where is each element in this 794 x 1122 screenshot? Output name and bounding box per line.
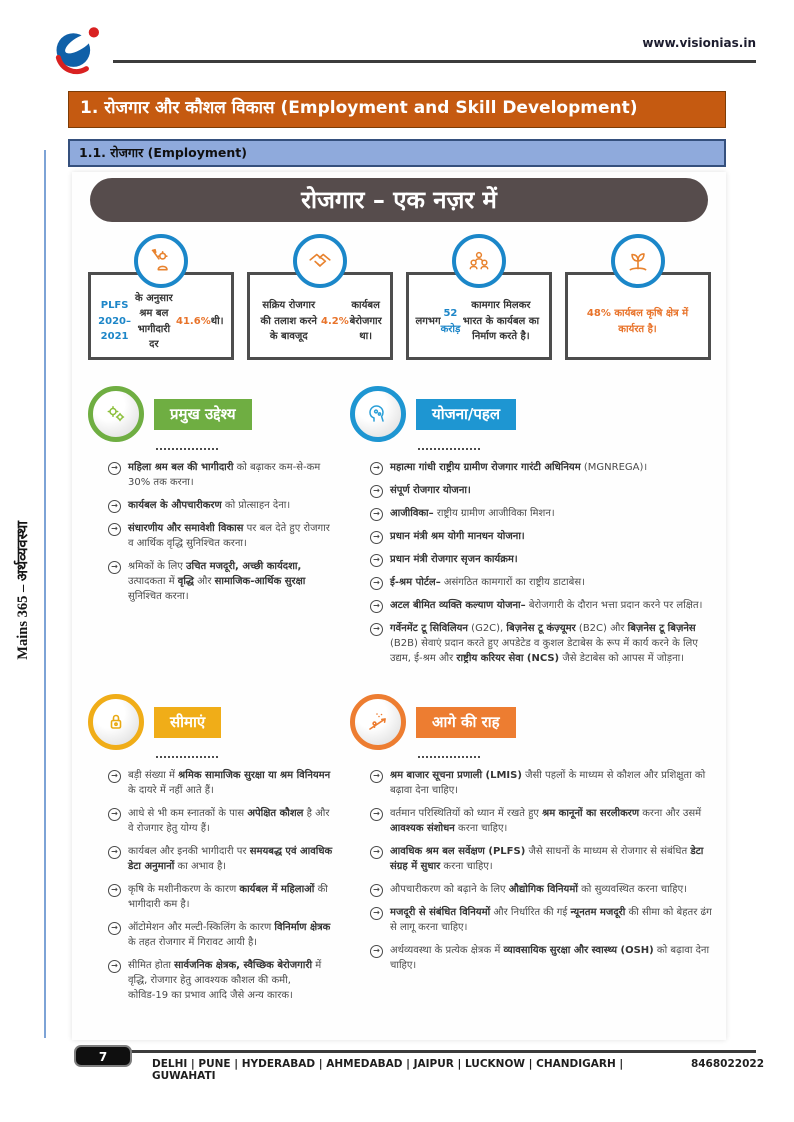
bullet-item bbox=[370, 598, 714, 613]
text-run: पर बल देते हुए रोजगार व आर्थिक वृद्धि सुनिश्चित करना। bbox=[128, 523, 330, 549]
text-run: श्रम कानूनों का सरलीकरण bbox=[542, 808, 640, 819]
text-run: श्रमिकों के लिए bbox=[128, 561, 187, 572]
bullet-item bbox=[108, 958, 334, 1003]
arrow-bullet-icon: → bbox=[370, 531, 383, 544]
arrow-bullet-icon: → bbox=[370, 623, 383, 636]
text-run: आजीविका– bbox=[390, 508, 434, 519]
text-run: राष्ट्रीय करियर सेवा (NCS) bbox=[456, 653, 560, 664]
bullet-item bbox=[370, 506, 714, 521]
text-run: जैसे डेटाबेस को आपस में जोड़ना। bbox=[559, 653, 685, 664]
text-run: समयबद्ध एवं आवधिक डेटा अनुमानों bbox=[128, 846, 333, 872]
arrow-bullet-icon: → bbox=[370, 600, 383, 613]
bullet-item bbox=[370, 768, 714, 798]
bullet-text bbox=[128, 882, 334, 912]
text-run: को सुव्यवस्थित करना चाहिए। bbox=[577, 884, 687, 895]
section-title: प्रमुख उद्देश्य bbox=[154, 399, 252, 430]
bullet-text bbox=[390, 844, 714, 874]
footer-text bbox=[152, 1058, 764, 1082]
text-run: के दायरे में नहीं आते हैं। bbox=[128, 785, 214, 796]
bullet-item bbox=[370, 529, 714, 544]
way-forward-climb-icon bbox=[350, 694, 406, 750]
bullet-item bbox=[370, 483, 714, 498]
visionias-logo bbox=[50, 22, 106, 80]
bullet-text bbox=[390, 529, 525, 544]
bullet-item bbox=[108, 920, 334, 950]
text-run: मजदूरी से संबंधित विनियमों bbox=[390, 907, 491, 918]
bullet-item bbox=[108, 806, 334, 836]
bullet-item bbox=[370, 844, 714, 874]
arrow-bullet-icon: → bbox=[108, 523, 121, 536]
arrow-bullet-icon: → bbox=[370, 907, 383, 920]
text-run: कामगार मिलकर भारत के कार्यबल का निर्माण करते है। bbox=[462, 300, 540, 343]
bullet-text bbox=[128, 920, 334, 950]
text-run: श्रम बाजार सूचना प्रणाली (LMIS) bbox=[390, 770, 522, 781]
text-run: कार्यबल बेरोजगार था। bbox=[349, 300, 382, 343]
text-run: को बढ़ावा देना चाहिए। bbox=[390, 945, 710, 971]
text-run: का अभाव है। bbox=[174, 861, 227, 872]
bullet-text bbox=[128, 460, 334, 490]
section-heading: 1.1. रोजगार (Employment) bbox=[68, 139, 726, 167]
text-run: (B2B) सेवाएं प्रदान करते हुए अपडेटेड व कुशल डेटाबेस के रूप में कार्य करने के लिए उद्यम, ई-श्रम और bbox=[390, 638, 698, 664]
text-run: सामाजिक-आर्थिक सुरक्षा bbox=[214, 576, 306, 587]
agriculture-sprout-icon bbox=[611, 234, 665, 288]
page-number-badge: 7 bbox=[74, 1045, 132, 1067]
text-run: विनिर्माण क्षेत्रक bbox=[274, 922, 331, 933]
bullet-text bbox=[390, 506, 555, 521]
bullet-list bbox=[88, 768, 336, 1003]
handshake-icon bbox=[293, 234, 347, 288]
section-limitations bbox=[88, 694, 336, 1011]
text-run: श्रमिक सामाजिक सुरक्षा या श्रम विनियमन bbox=[178, 770, 331, 781]
text-run: औपचारीकरण को बढ़ाने के लिए bbox=[390, 884, 509, 895]
text-run: व्यावसायिक सुरक्षा और स्वास्थ्य (OSH) bbox=[503, 945, 654, 956]
bullet-text bbox=[128, 806, 334, 836]
bullet-item bbox=[370, 943, 714, 973]
text-run: कार्यबल और इनकी भागीदारी पर bbox=[128, 846, 250, 857]
text-run: ई-श्रम पोर्टल– bbox=[390, 577, 441, 588]
text-run: की भागीदारी कम है। bbox=[128, 884, 328, 910]
bullet-text bbox=[390, 905, 714, 935]
text-run: उत्पादकता में bbox=[128, 576, 178, 587]
sidebar-label: Mains 365 – अर्थव्यवस्था bbox=[15, 520, 31, 660]
bullet-item bbox=[370, 621, 714, 666]
text-run: लगभग bbox=[415, 315, 441, 327]
sections-grid bbox=[72, 368, 726, 1011]
text-run: सीमित होता bbox=[128, 960, 175, 971]
stat-card-plfs bbox=[88, 234, 234, 368]
text-run: को बढ़ाकर कम-से-कम 30% तक करना। bbox=[128, 462, 321, 488]
section-way-forward bbox=[350, 694, 716, 1011]
text-run: सार्वजनिक क्षेत्रक, स्वैच्छिक बेरोजगारी bbox=[174, 960, 313, 971]
objectives-gears-icon bbox=[88, 386, 144, 442]
bullet-text bbox=[390, 575, 585, 590]
arrow-bullet-icon: → bbox=[370, 884, 383, 897]
arrow-bullet-icon: → bbox=[108, 561, 121, 574]
text-run: संधारणीय और समावेशी विकास bbox=[128, 523, 244, 534]
bullet-item bbox=[108, 768, 334, 798]
text-run: थी। bbox=[210, 315, 224, 327]
text-run: उचित मजदूरी, अच्छी कार्यदशा, bbox=[186, 561, 302, 572]
arrow-bullet-icon: → bbox=[370, 808, 383, 821]
dotted-divider bbox=[156, 444, 218, 450]
section-title: आगे की राह bbox=[416, 707, 516, 738]
schemes-mind-icon bbox=[350, 386, 406, 442]
text-run: बिज़नेस टू कंज़्यूमर bbox=[506, 623, 576, 634]
arrow-bullet-icon: → bbox=[370, 554, 383, 567]
bullet-text bbox=[390, 768, 714, 798]
text-run: 48% कार्यबल कृषि क्षेत्र में कार्यरत है। bbox=[586, 308, 689, 335]
bullet-item bbox=[370, 575, 714, 590]
bullet-text bbox=[128, 958, 334, 1003]
text-run: कार्यबल में महिलाओं bbox=[239, 884, 315, 895]
bullet-list bbox=[350, 460, 716, 666]
arrow-bullet-icon: → bbox=[370, 770, 383, 783]
text-run: और bbox=[193, 576, 215, 587]
text-run: संपूर्ण रोजगार योजना। bbox=[390, 485, 471, 496]
chapter-heading: 1. रोजगार और कौशल विकास (Employment and Skill Development) bbox=[68, 91, 726, 128]
bullet-item bbox=[108, 521, 334, 551]
bullet-item bbox=[108, 844, 334, 874]
text-run: वृद्धि bbox=[177, 576, 194, 587]
text-run: न्यूनतम मजदूरी bbox=[570, 907, 626, 918]
stats-row bbox=[72, 234, 726, 368]
bullet-item bbox=[370, 905, 714, 935]
text-run: करना चाहिए। bbox=[440, 861, 493, 872]
bullet-item bbox=[370, 552, 714, 567]
section-title: योजना/पहल bbox=[416, 399, 516, 430]
arrow-bullet-icon: → bbox=[370, 508, 383, 521]
bullet-item bbox=[370, 460, 714, 475]
arrow-bullet-icon: → bbox=[370, 846, 383, 859]
text-run: आवधिक श्रम बल सर्वेक्षण (PLFS) bbox=[390, 846, 526, 857]
bullet-text bbox=[128, 844, 334, 874]
footer-phone: 8468022022 bbox=[690, 1058, 764, 1070]
limitations-lock-icon bbox=[88, 694, 144, 750]
text-run: में वृद्धि, रोजगार हेतु आवश्यक कौशल की कमी, कोविड-19 का प्रभाव आदि जैसे अन्य कारक। bbox=[128, 960, 322, 1001]
arrow-bullet-icon: → bbox=[370, 945, 383, 958]
text-run: प्रधान मंत्री श्रम योगी मानधन योजना। bbox=[390, 531, 525, 542]
arrow-bullet-icon: → bbox=[108, 500, 121, 513]
bullet-item bbox=[108, 460, 334, 490]
text-run: राष्ट्रीय ग्रामीण आजीविका मिशन। bbox=[433, 508, 555, 519]
footer-rule bbox=[103, 1050, 756, 1053]
text-run: महात्मा गांधी राष्ट्रीय ग्रामीण रोजगार गारंटी अधिनियम bbox=[390, 462, 581, 473]
text-run: बेरोजगारी के दौरान भत्ता प्रदान करने पर लक्षित। bbox=[525, 600, 703, 611]
text-run: अर्थव्यवस्था के प्रत्येक क्षेत्रक में bbox=[390, 945, 504, 956]
arrow-bullet-icon: → bbox=[108, 846, 121, 859]
text-run: 41.6% bbox=[176, 315, 211, 327]
arrow-bullet-icon: → bbox=[108, 808, 121, 821]
text-run: करना चाहिए। bbox=[454, 823, 508, 834]
text-run: बिज़नेस टू बिज़नेस bbox=[627, 623, 696, 634]
bullet-text bbox=[128, 768, 334, 798]
text-run: अटल बीमित व्यक्ति कल्याण योजना– bbox=[390, 600, 526, 611]
text-run: 52 करोड़ bbox=[440, 308, 461, 335]
stat-card-workforce bbox=[406, 234, 552, 368]
arrow-bullet-icon: → bbox=[108, 922, 121, 935]
infographic-panel bbox=[72, 172, 726, 1040]
text-run: के अनुसार श्रम बल भागीदारी दर bbox=[134, 292, 173, 350]
bullet-text bbox=[390, 552, 518, 567]
bullet-text bbox=[390, 806, 714, 836]
text-run: की सीमा को बेहतर ढंग से लागू करना चाहिए। bbox=[390, 907, 712, 933]
site-url: www.visionias.in bbox=[642, 36, 756, 50]
arrow-bullet-icon: → bbox=[370, 577, 383, 590]
bullet-item bbox=[370, 806, 714, 836]
bullet-item bbox=[108, 559, 334, 604]
text-run: है और वे रोजगार हेतु योग्य हैं। bbox=[128, 808, 330, 834]
stat-card-unemployment bbox=[247, 234, 393, 368]
dotted-divider bbox=[418, 444, 480, 450]
section-title: सीमाएं bbox=[154, 707, 221, 738]
text-run: को प्रोत्साहन देना। bbox=[221, 500, 291, 511]
bullet-text bbox=[390, 943, 714, 973]
bullet-item bbox=[108, 498, 334, 513]
text-run: जैसे साधनों के माध्यम से रोजगार से संबंधित bbox=[525, 846, 691, 857]
text-run: आवश्यक संशोधन bbox=[390, 823, 455, 834]
text-run: अपेक्षित कौशल bbox=[247, 808, 304, 819]
text-run: (G2C), bbox=[467, 623, 507, 634]
text-run: (MGNREGA)। bbox=[580, 462, 648, 473]
text-run: गर्वेनमेंट टू सिविलियन bbox=[390, 623, 468, 634]
infographic-title: रोजगार – एक नज़र में bbox=[90, 178, 708, 222]
section-schemes bbox=[350, 386, 716, 674]
text-run: करना और उसमें bbox=[639, 808, 702, 819]
text-run: जैसी पहलों के माध्यम से कौशल और प्रशिक्षुता को बढ़ावा देना चाहिए। bbox=[390, 770, 706, 796]
bullet-text bbox=[390, 882, 687, 897]
text-run: कार्यबल के औपचारीकरण bbox=[128, 500, 222, 511]
text-run: कृषि के मशीनीकरण के कारण bbox=[128, 884, 240, 895]
bullet-list bbox=[350, 768, 716, 973]
bullet-item bbox=[370, 882, 714, 897]
text-run: 4.2% bbox=[321, 315, 349, 327]
text-run: असंगठित कामगारों का राष्ट्रीय डाटाबेस। bbox=[440, 577, 585, 588]
arrow-bullet-icon: → bbox=[370, 485, 383, 498]
text-run: और निर्धारित की गई bbox=[490, 907, 571, 918]
dotted-divider bbox=[156, 752, 218, 758]
header-rule bbox=[113, 60, 756, 63]
text-run: औद्योगिक विनियमों bbox=[508, 884, 578, 895]
footer-cities: DELHI | PUNE | HYDERABAD | AHMEDABAD | JAIPUR | LUCKNOW | CHANDIGARH | GUWAHATI bbox=[152, 1058, 624, 1082]
text-run: ऑटोमेशन और मल्टी-स्किलिंग के कारण bbox=[128, 922, 275, 933]
arrow-bullet-icon: → bbox=[108, 960, 121, 973]
arrow-bullet-icon: → bbox=[108, 462, 121, 475]
text-run: डेटा संग्रह में सुधार bbox=[390, 846, 704, 872]
text-run: के तहत रोजगार में गिरावट आयी है। bbox=[128, 937, 258, 948]
dotted-divider bbox=[418, 752, 480, 758]
text-run: सक्रिय रोजगार की तलाश करने के बावजूद bbox=[260, 300, 317, 343]
section-objectives bbox=[88, 386, 336, 674]
arrow-bullet-icon: → bbox=[370, 462, 383, 475]
arrow-bullet-icon: → bbox=[108, 770, 121, 783]
arrow-bullet-icon: → bbox=[108, 884, 121, 897]
text-run: सुनिश्चित करना। bbox=[128, 591, 189, 602]
text-run: महिला श्रम बल की भागीदारी bbox=[128, 462, 234, 473]
bullet-text bbox=[390, 621, 714, 666]
text-run: वर्तमान परिस्थितियों को ध्यान में रखते हुए bbox=[390, 808, 543, 819]
sidebar-rule bbox=[44, 150, 46, 1038]
bullet-text bbox=[128, 498, 290, 513]
text-run: आधे से भी कम स्नातकों के पास bbox=[128, 808, 248, 819]
bullet-text bbox=[390, 598, 702, 613]
workforce-group-icon bbox=[452, 234, 506, 288]
text-run: (B2C) और bbox=[575, 623, 628, 634]
bullet-text bbox=[128, 521, 334, 551]
bullet-list bbox=[88, 460, 336, 604]
stat-card-agriculture bbox=[565, 234, 711, 368]
text-run: बड़ी संख्या में bbox=[128, 770, 179, 781]
text-run: प्रधान मंत्री रोजगार सृजन कार्यक्रम। bbox=[390, 554, 518, 565]
text-run: PLFS 2020–2021 bbox=[98, 300, 132, 343]
bullet-text bbox=[128, 559, 334, 604]
bullet-text bbox=[390, 460, 647, 475]
bullet-item bbox=[108, 882, 334, 912]
bullet-text bbox=[390, 483, 471, 498]
worker-icon bbox=[134, 234, 188, 288]
